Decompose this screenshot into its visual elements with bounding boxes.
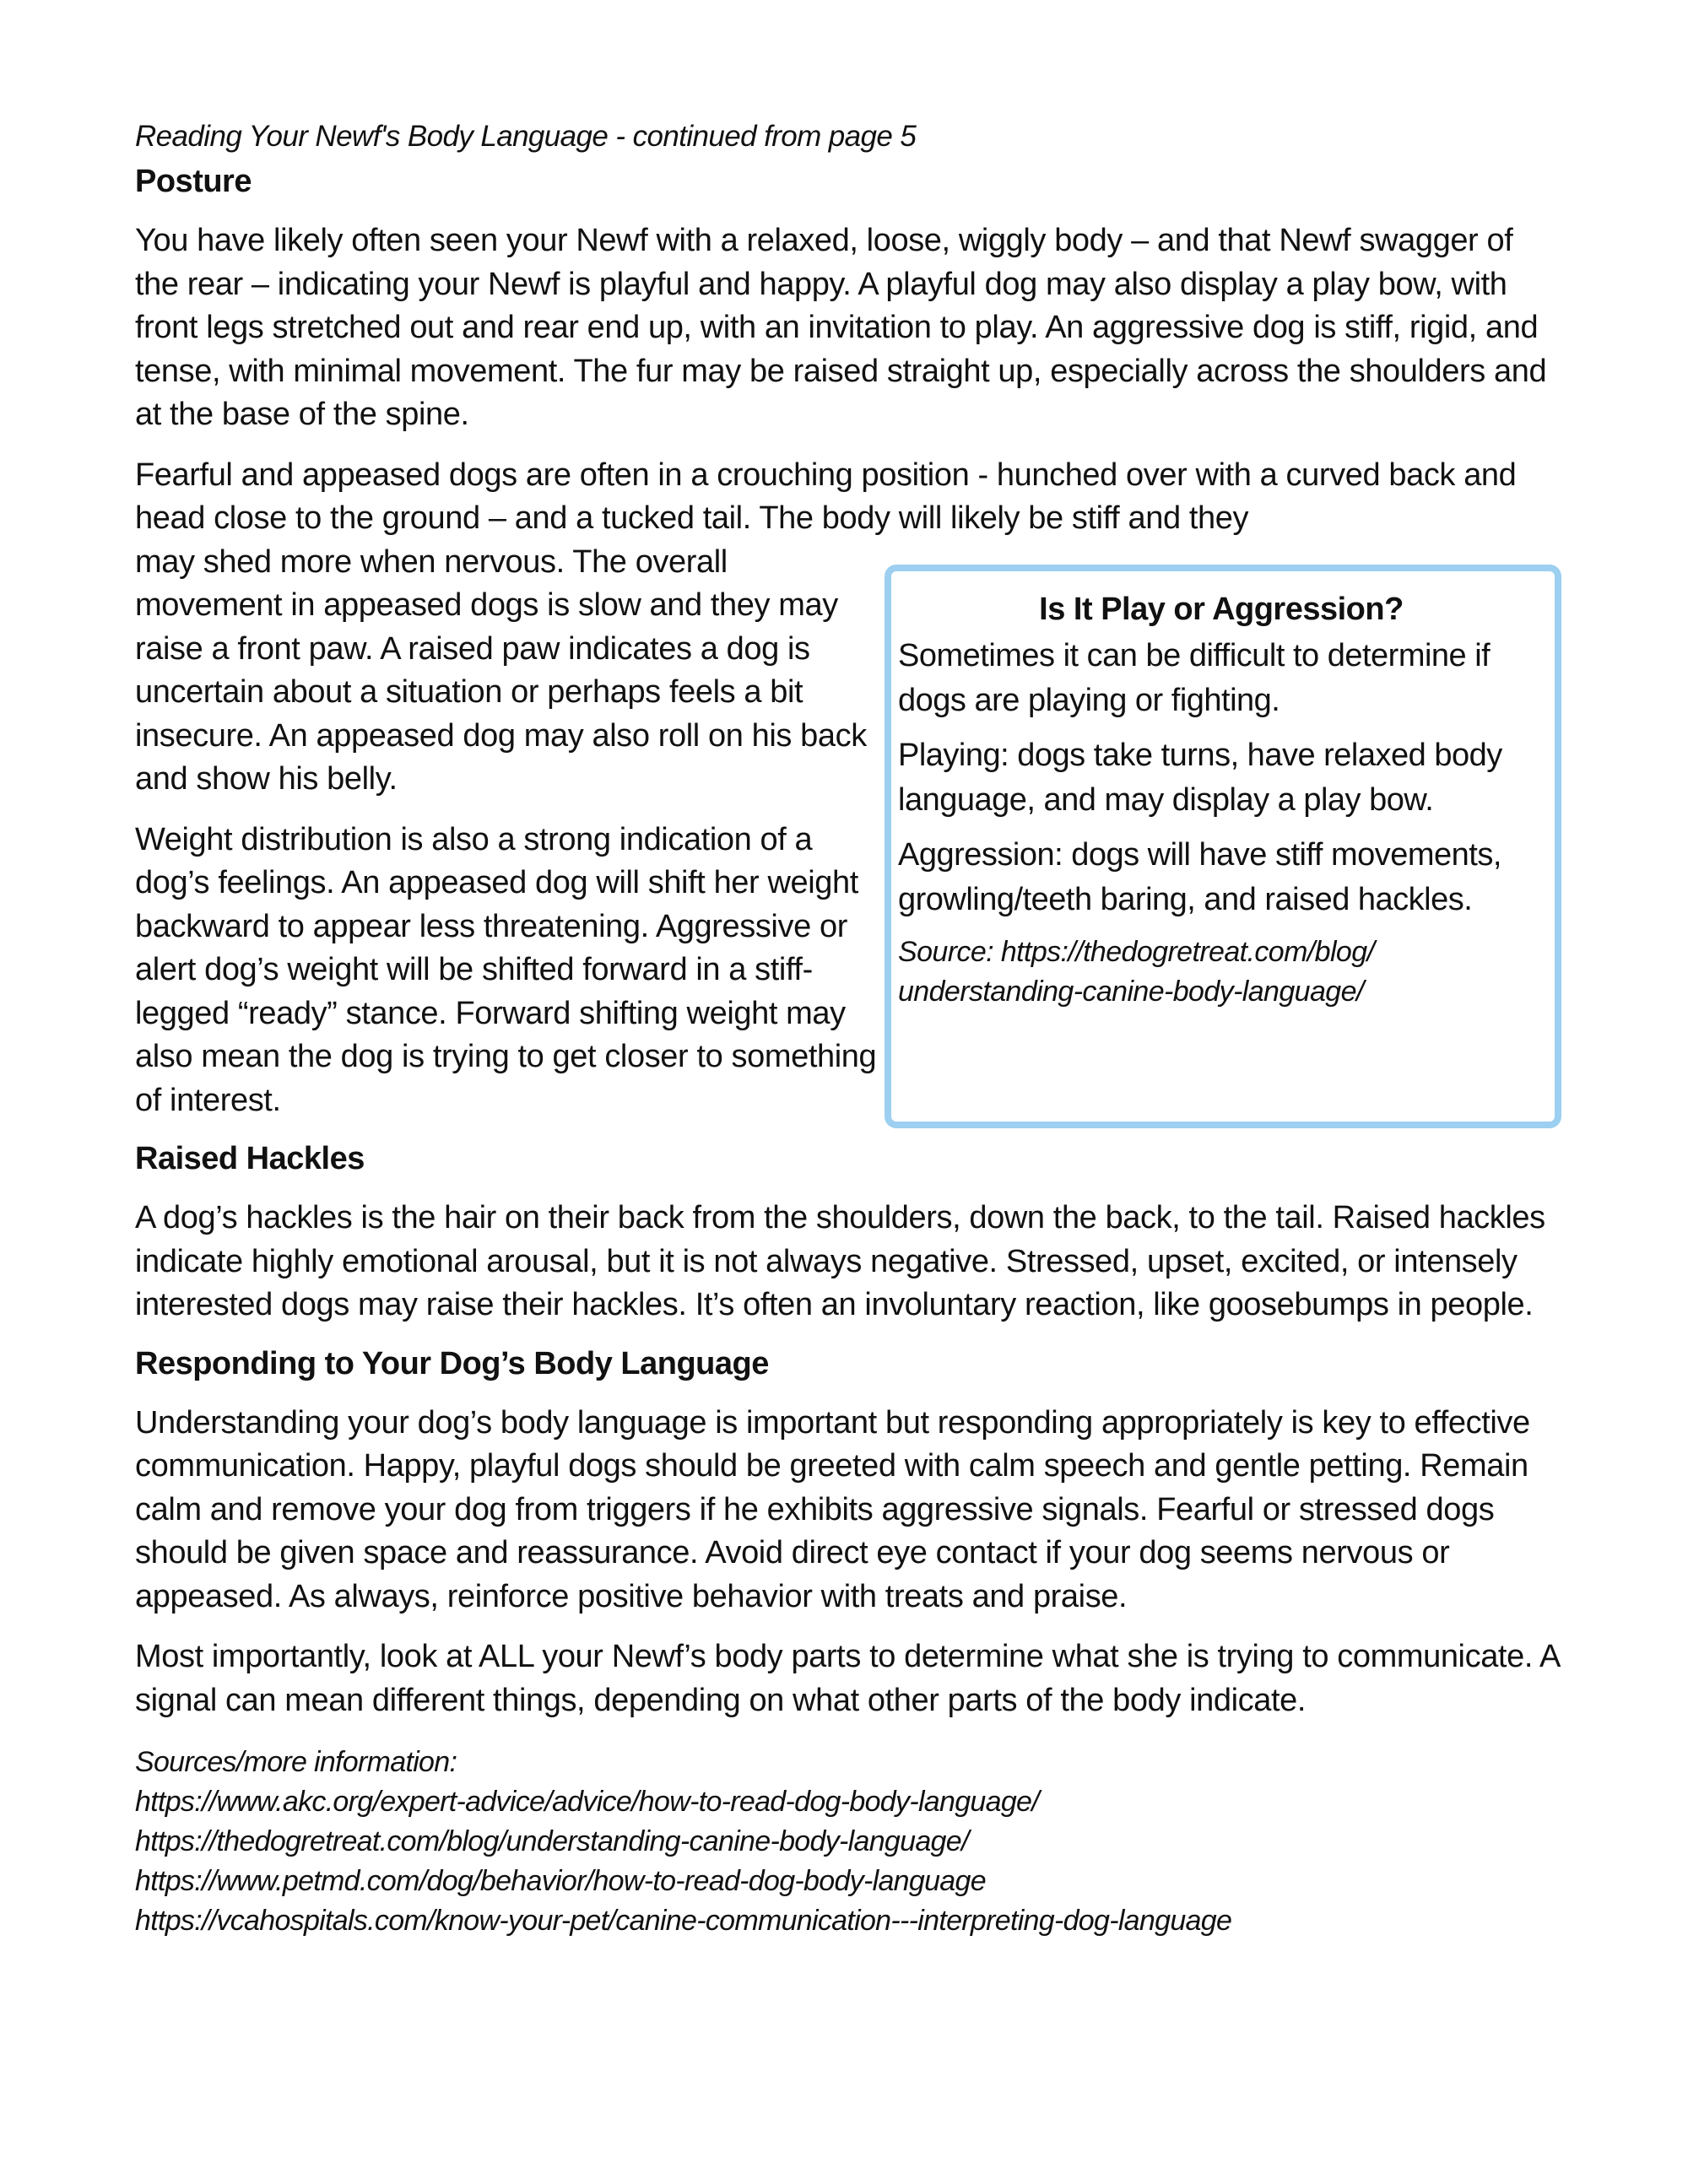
posture-paragraph-2-lead: Fearful and appeased dogs are often in a crouching position - hunched over with a curved back and head close to the ground – and a tucked tail. The body will likely be stiff and they: [135, 457, 1517, 536]
responding-paragraph-1: Understanding your dog’s body language is important but responding appropriately is key to effective communication. Happy, playful dogs should be greeted with calm speech and gentle petting. Remain calm and remove your dog from triggers if he exhibits aggressive signals. Fearful or stressed dogs should be given space and reassurance. Avoid direct eye contact if your dog seems nervous or appeased. As always, reinforce positive behavior with treats and praise.: [135, 1404, 1530, 1614]
callout-title: Is It Play or Aggression?: [1039, 592, 1404, 627]
play-or-aggression-callout: [885, 565, 1561, 1128]
callout-playing: Playing: dogs take turns, have relaxed body language, and may display a play bow.: [898, 738, 1502, 818]
continuation-note: Reading Your Newf's Body Language - continued from page 5: [135, 120, 917, 153]
callout-aggression: Aggression: dogs will have stiff movements, growling/teeth baring, and raised hackles.: [898, 837, 1501, 917]
callout-source: Source: https://thedogretreat.com/blog/ understanding-canine-body-language/: [898, 936, 1375, 1008]
source-link[interactable]: https://vcahospitals.com/know-your-pet/canine-communication---interpreting-dog-language: [135, 1905, 1232, 1937]
posture-heading: Posture: [135, 164, 252, 199]
callout-intro: Sometimes it can be difficult to determine if dogs are playing or fighting.: [898, 638, 1491, 718]
responding-heading: Responding to Your Dog’s Body Language: [135, 1345, 769, 1381]
source-link[interactable]: https://thedogretreat.com/blog/understanding-canine-body-language/: [135, 1825, 969, 1857]
raised-hackles-paragraph: A dog’s hackles is the hair on their back from the shoulders, down the back, to the tail. Raised hackles indicate highly emotional arousal, but it is not always negative. Stressed, upset, excited, or intensely interested dogs may raise their hackles. It’s often an involuntary reaction, like goosebumps in people.: [135, 1200, 1545, 1322]
sources-label: Sources/more information:: [135, 1746, 457, 1778]
source-link[interactable]: https://www.petmd.com/dog/behavior/how-to-read-dog-body-language: [135, 1865, 986, 1897]
raised-hackles-heading: Raised Hackles: [135, 1141, 365, 1176]
weight-distribution-paragraph: Weight distribution is also a strong indication of a dog’s feelings. An appeased dog will shift her weight backward to appear less threatening. Aggressive or alert dog’s weight will be shifted forward in a stiff-legged “ready” stance. Forward shifting weight may also mean the dog is trying to get closer to something of interest.: [135, 821, 877, 1118]
source-link[interactable]: https://www.akc.org/expert-advice/advice/how-to-read-dog-body-language/: [135, 1786, 1040, 1818]
posture-paragraph-2-rest: may shed more when nervous. The overall movement in appeased dogs is slow and they may raise a front paw. A raised paw indicates a dog is uncertain about a situation or perhaps feels a bit insecure. An appeased dog may also roll on his back and show his belly.: [135, 543, 867, 797]
posture-paragraph-1: You have likely often seen your Newf with a relaxed, loose, wiggly body – and that Newf swagger of the rear – indicating your Newf is playful and happy. A playful dog may also display a play bow, with front legs stretched out and rear end up, with an invitation to play. An aggressive dog is stiff, rigid, and tense, with minimal movement. The fur may be raised straight up, especially across the shoulders and at the base of the spine.: [135, 223, 1547, 432]
sources-list: [135, 1743, 1561, 1941]
responding-paragraph-2: Most importantly, look at ALL your Newf’s body parts to determine what she is trying to communicate. A signal can mean different things, depending on what other parts of the body indicate.: [135, 1639, 1559, 1718]
